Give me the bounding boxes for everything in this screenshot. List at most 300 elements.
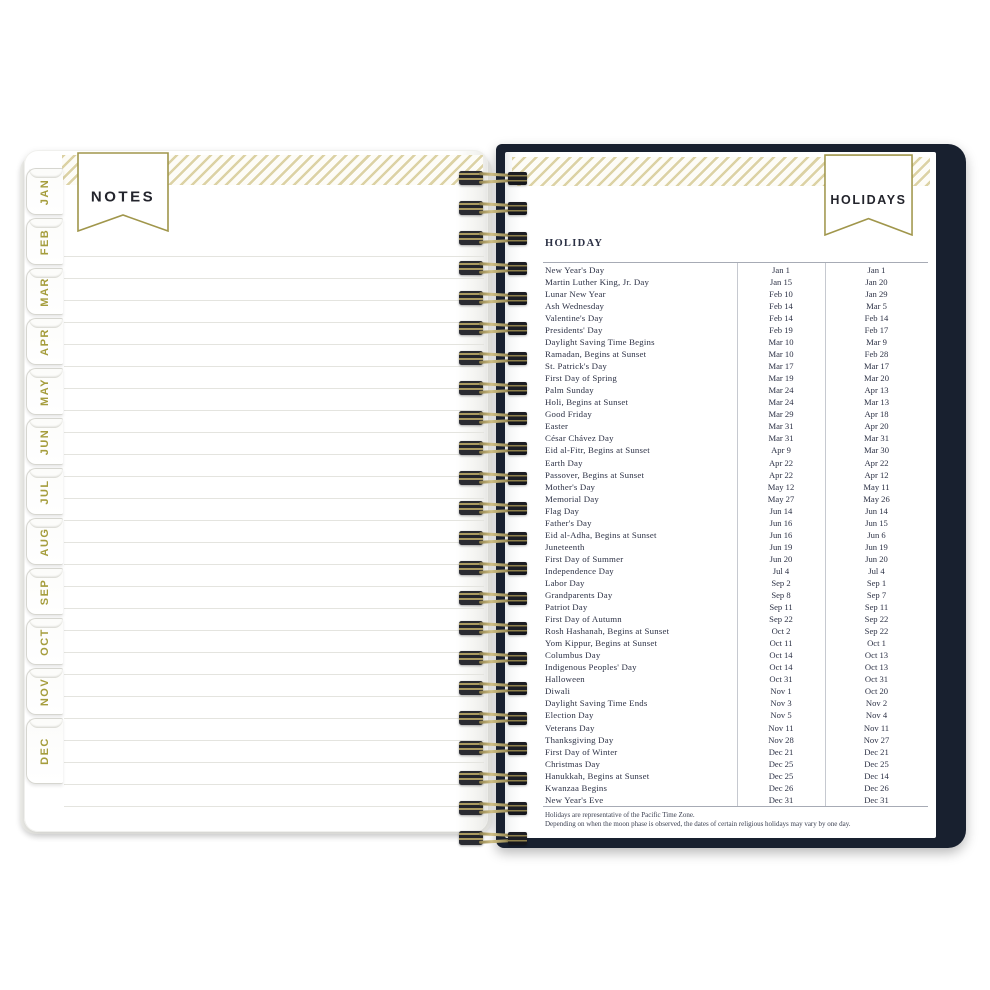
holiday-date-col1: Mar 31 bbox=[768, 421, 794, 432]
wire-strand bbox=[479, 653, 510, 657]
month-tab-feb bbox=[26, 218, 63, 265]
wire-strand bbox=[479, 359, 510, 363]
month-tab-apr bbox=[26, 318, 63, 365]
holiday-date-col2: May 26 bbox=[863, 493, 890, 504]
holiday-row bbox=[545, 686, 928, 698]
holiday-row bbox=[545, 698, 928, 710]
month-tab-label: FEB bbox=[39, 228, 51, 255]
holiday-date-col2: Sep 7 bbox=[866, 590, 887, 601]
wire-clip-right bbox=[508, 562, 527, 575]
holiday-name: Easter bbox=[545, 421, 569, 432]
wire-strand bbox=[479, 233, 510, 237]
holiday-name: César Chávez Day bbox=[545, 433, 614, 444]
wire-clip-right bbox=[508, 382, 527, 395]
month-tab-label: OCT bbox=[39, 627, 51, 656]
holiday-date-col2: Jun 19 bbox=[865, 541, 888, 552]
holiday-date-col2: Sep 1 bbox=[866, 577, 887, 588]
wire-loop bbox=[459, 321, 527, 336]
holiday-date-col2: Mar 20 bbox=[863, 373, 890, 384]
holiday-date-col2: Jan 1 bbox=[867, 264, 886, 275]
holiday-date-col1: Mar 29 bbox=[768, 409, 794, 420]
holiday-date-col1: Oct 2 bbox=[771, 626, 791, 637]
wire-clip-right bbox=[508, 352, 527, 365]
holiday-row bbox=[545, 529, 928, 541]
holiday-name: Eid al-Fitr, Begins at Sunset bbox=[545, 445, 650, 456]
wire-loop bbox=[459, 411, 527, 426]
holidays-page bbox=[505, 152, 936, 838]
holiday-date-col1: Jun 16 bbox=[769, 529, 793, 540]
wire-strand bbox=[479, 239, 510, 243]
holiday-date-col2: Mar 9 bbox=[866, 337, 887, 348]
wire-clip-right bbox=[508, 532, 527, 545]
holiday-date-col2: Mar 31 bbox=[863, 433, 890, 444]
wire-clip-right bbox=[508, 832, 527, 845]
holiday-date-col1: Nov 1 bbox=[770, 686, 792, 697]
wire-clip-right bbox=[508, 772, 527, 785]
wire-clip-right bbox=[508, 502, 527, 515]
holiday-name: Indigenous Peoples' Day bbox=[545, 662, 637, 673]
table-top-rule bbox=[543, 262, 928, 263]
holiday-name: Passover, Begins at Sunset bbox=[545, 469, 645, 480]
holiday-date-col1: Mar 19 bbox=[768, 373, 794, 384]
holiday-row bbox=[545, 674, 928, 686]
holiday-date-col1: Mar 24 bbox=[768, 397, 794, 408]
month-tab-label: JAN bbox=[39, 178, 51, 205]
holiday-date-col1: Nov 11 bbox=[768, 722, 794, 733]
holiday-name: Thanksgiving Day bbox=[545, 734, 614, 745]
holiday-row bbox=[545, 601, 928, 613]
wire-strand bbox=[479, 623, 510, 627]
holiday-date-col2: Apr 22 bbox=[864, 457, 889, 468]
holiday-row bbox=[545, 469, 928, 481]
holiday-date-col2: Dec 14 bbox=[864, 770, 889, 781]
holiday-row bbox=[545, 433, 928, 445]
wire-strand bbox=[479, 419, 510, 423]
wire-clip-right bbox=[508, 262, 527, 275]
month-tab-jun bbox=[26, 418, 63, 465]
holiday-row bbox=[545, 384, 928, 396]
holiday-date-col1: Jun 19 bbox=[769, 541, 793, 552]
holiday-date-col1: Mar 31 bbox=[768, 433, 794, 444]
holiday-date-col1: Apr 22 bbox=[768, 469, 794, 480]
wire-strand bbox=[479, 833, 510, 837]
holiday-name: St. Patrick's Day bbox=[545, 361, 607, 372]
holiday-name: Patriot Day bbox=[545, 602, 588, 613]
holiday-date-col1: Jan 1 bbox=[772, 264, 790, 275]
wire-loop bbox=[459, 201, 527, 216]
wire-strand bbox=[479, 749, 510, 753]
month-tab-label: AUG bbox=[39, 527, 51, 556]
wire-loop bbox=[459, 801, 527, 816]
holiday-name: Juneteenth bbox=[545, 541, 585, 552]
wire-strand bbox=[479, 329, 510, 333]
holiday-row bbox=[545, 662, 928, 674]
holiday-name: Veterans Day bbox=[545, 722, 595, 733]
wire-clip-right bbox=[508, 322, 527, 335]
wire-clip-right bbox=[508, 682, 527, 695]
holiday-date-col2: Oct 31 bbox=[864, 674, 889, 685]
holiday-row bbox=[545, 421, 928, 433]
holiday-name: Halloween bbox=[545, 674, 585, 685]
holiday-date-col1: Jun 14 bbox=[769, 505, 793, 516]
holiday-date-col2: Oct 20 bbox=[864, 686, 889, 697]
holiday-date-col2: Sep 22 bbox=[864, 626, 889, 637]
wire-loop bbox=[459, 621, 527, 636]
holiday-row bbox=[545, 722, 928, 734]
wire-strand bbox=[479, 659, 510, 663]
holiday-name: Election Day bbox=[545, 710, 594, 721]
holiday-date-col1: Mar 10 bbox=[768, 337, 794, 348]
holiday-row bbox=[545, 264, 928, 276]
wire-strand bbox=[479, 773, 510, 777]
month-tab-oct bbox=[26, 618, 63, 665]
wire-strand bbox=[479, 299, 510, 303]
holiday-name: Palm Sunday bbox=[545, 385, 594, 396]
wire-clip-right bbox=[508, 742, 527, 755]
wire-loop bbox=[459, 171, 527, 186]
holiday-date-col2: Dec 25 bbox=[864, 758, 889, 769]
holiday-date-col2: Jun 6 bbox=[867, 529, 886, 540]
holiday-row bbox=[545, 553, 928, 565]
holiday-date-col1: Feb 10 bbox=[769, 288, 793, 299]
wire-strand bbox=[479, 779, 510, 783]
holiday-row bbox=[545, 517, 928, 529]
holiday-date-col1: Jan 15 bbox=[769, 276, 793, 287]
holiday-column-header: HOLIDAY bbox=[545, 238, 604, 249]
holiday-date-col2: Jun 14 bbox=[865, 505, 888, 516]
wire-strand bbox=[479, 293, 510, 297]
holiday-row bbox=[545, 457, 928, 469]
holiday-name: Lunar New Year bbox=[545, 288, 606, 299]
holiday-row bbox=[545, 372, 928, 384]
holiday-name: Ramadan, Begins at Sunset bbox=[545, 349, 647, 360]
holiday-date-col2: Nov 4 bbox=[865, 710, 888, 721]
wire-strand bbox=[479, 809, 510, 813]
holiday-name: New Year's Day bbox=[545, 264, 605, 275]
holiday-name: Kwanzaa Begins bbox=[545, 782, 608, 793]
month-tab-mar bbox=[26, 268, 63, 315]
wire-strand bbox=[479, 503, 510, 507]
holiday-name: Memorial Day bbox=[545, 493, 599, 504]
holiday-row bbox=[545, 360, 928, 372]
holiday-date-col1: Mar 10 bbox=[768, 349, 794, 360]
wire-clip-right bbox=[508, 172, 527, 185]
wire-clip-right bbox=[508, 472, 527, 485]
holiday-row bbox=[545, 505, 928, 517]
month-tab-label: NOV bbox=[39, 677, 51, 706]
wire-loop bbox=[459, 261, 527, 276]
wire-clip-right bbox=[508, 652, 527, 665]
wire-strand bbox=[479, 539, 510, 543]
holiday-name: First Day of Autumn bbox=[545, 614, 622, 625]
holiday-date-col1: May 27 bbox=[767, 493, 795, 504]
wire-strand bbox=[479, 473, 510, 477]
holiday-row bbox=[545, 324, 928, 336]
holiday-name: Christmas Day bbox=[545, 758, 601, 769]
holiday-date-col1: Mar 24 bbox=[768, 385, 794, 396]
wire-strand bbox=[479, 323, 510, 327]
holiday-date-col1: Nov 3 bbox=[770, 698, 792, 709]
wire-strand bbox=[479, 533, 510, 537]
holiday-name: Martin Luther King, Jr. Day bbox=[545, 276, 650, 287]
holiday-name: Daylight Saving Time Ends bbox=[545, 698, 648, 709]
holiday-date-col1: Dec 21 bbox=[768, 746, 794, 757]
holiday-row bbox=[545, 300, 928, 312]
holiday-date-col2: Apr 20 bbox=[864, 421, 889, 432]
holiday-row bbox=[545, 493, 928, 505]
wire-strand bbox=[479, 179, 510, 183]
wire-strand bbox=[479, 839, 510, 843]
wire-strand bbox=[479, 593, 510, 597]
month-tab-label: APR bbox=[39, 327, 51, 356]
wire-loop bbox=[459, 501, 527, 516]
footnote-timezone: Holidays are representative of the Pacific Time Zone. bbox=[545, 811, 695, 819]
wire-loop bbox=[459, 561, 527, 576]
holiday-row bbox=[545, 312, 928, 324]
holiday-row bbox=[545, 481, 928, 493]
holiday-name: Valentine's Day bbox=[545, 312, 604, 323]
month-tab-dec bbox=[26, 718, 63, 784]
holiday-row bbox=[545, 770, 928, 782]
wire-strand bbox=[479, 719, 510, 723]
holiday-name: Yom Kippur, Begins at Sunset bbox=[545, 638, 658, 649]
holiday-date-col1: Sep 2 bbox=[771, 577, 791, 588]
month-tab-label: MAR bbox=[39, 276, 51, 307]
wire-strand bbox=[479, 629, 510, 633]
notes-page bbox=[24, 150, 488, 832]
wire-loop bbox=[459, 291, 527, 306]
wire-loop bbox=[459, 681, 527, 696]
holiday-date-col2: Mar 5 bbox=[866, 300, 887, 311]
wire-loop bbox=[459, 651, 527, 666]
holiday-name: First Day of Winter bbox=[545, 746, 618, 757]
holiday-date-col2: Mar 17 bbox=[863, 361, 890, 372]
wire-clip-right bbox=[508, 412, 527, 425]
holiday-date-col2: Nov 27 bbox=[863, 734, 890, 745]
holiday-date-col2: Feb 17 bbox=[864, 324, 889, 335]
holiday-date-col1: Apr 9 bbox=[771, 445, 791, 456]
wire-loop bbox=[459, 591, 527, 606]
holiday-date-col2: Sep 11 bbox=[864, 602, 889, 613]
month-tab-jul bbox=[26, 468, 63, 515]
wire-loop bbox=[459, 531, 527, 546]
holiday-name: Good Friday bbox=[545, 409, 592, 420]
holiday-name: Earth Day bbox=[545, 457, 583, 468]
holiday-date-col2: Feb 28 bbox=[864, 349, 889, 360]
notes-banner-label: NOTES bbox=[90, 188, 156, 206]
month-tab-label: MAY bbox=[39, 377, 51, 406]
holiday-date-col1: Mar 17 bbox=[768, 361, 794, 372]
wire-strand bbox=[479, 743, 510, 747]
wire-strand bbox=[479, 803, 510, 807]
holiday-name: Father's Day bbox=[545, 517, 592, 528]
holiday-name: Rosh Hashanah, Begins at Sunset bbox=[545, 626, 670, 637]
table-bottom-rule bbox=[543, 806, 928, 807]
holiday-name: New Year's Eve bbox=[545, 794, 604, 805]
holiday-row bbox=[545, 637, 928, 649]
holiday-date-col1: Nov 5 bbox=[770, 710, 792, 721]
holiday-date-col2: Oct 1 bbox=[867, 638, 886, 649]
holiday-date-col1: Dec 31 bbox=[768, 794, 794, 805]
footnote-moon-phase: Depending on when the moon phase is observed, the dates of certain religious holidays may vary by one day. bbox=[545, 820, 851, 828]
wire-clip-right bbox=[508, 442, 527, 455]
holiday-row bbox=[545, 589, 928, 601]
holiday-row bbox=[545, 625, 928, 637]
month-tab-jan bbox=[26, 168, 63, 215]
wire-strand bbox=[479, 443, 510, 447]
holiday-date-col2: Nov 2 bbox=[865, 698, 888, 709]
month-tab-label: JUL bbox=[39, 478, 51, 505]
holiday-date-col1: Oct 11 bbox=[769, 638, 793, 649]
wire-strand bbox=[479, 209, 510, 213]
wire-clip-right bbox=[508, 802, 527, 815]
wire-strand bbox=[479, 563, 510, 567]
holiday-date-col2: Dec 31 bbox=[864, 794, 889, 805]
holiday-name: Mother's Day bbox=[545, 481, 596, 492]
wire-strand bbox=[479, 263, 510, 267]
holiday-row bbox=[545, 746, 928, 758]
holiday-date-col2: Oct 13 bbox=[864, 650, 889, 661]
holiday-date-col2: Apr 13 bbox=[864, 385, 889, 396]
holiday-date-col2: Feb 14 bbox=[864, 312, 889, 323]
holiday-row bbox=[545, 758, 928, 770]
holiday-date-col1: Dec 25 bbox=[768, 770, 794, 781]
holiday-row bbox=[545, 276, 928, 288]
holiday-name: Daylight Saving Time Begins bbox=[545, 337, 655, 348]
holidays-banner bbox=[824, 154, 913, 236]
holiday-date-col2: Jun 15 bbox=[865, 517, 888, 528]
wire-strand bbox=[479, 689, 510, 693]
wire-clip-right bbox=[508, 592, 527, 605]
holiday-table bbox=[545, 264, 928, 806]
holiday-date-col2: Apr 18 bbox=[864, 409, 889, 420]
wire-strand bbox=[479, 569, 510, 573]
ruled-lines bbox=[64, 256, 484, 823]
wire-strand bbox=[479, 449, 510, 453]
wire-strand bbox=[479, 269, 510, 273]
holidays-banner-label: HOLIDAYS bbox=[830, 192, 907, 207]
holiday-date-col2: Jun 20 bbox=[865, 553, 888, 564]
wire-strand bbox=[479, 413, 510, 417]
holiday-name: Labor Day bbox=[545, 577, 585, 588]
wire-strand bbox=[479, 389, 510, 393]
holiday-date-col1: May 12 bbox=[767, 481, 795, 492]
holiday-name: Grandparents Day bbox=[545, 590, 613, 601]
notes-banner bbox=[77, 152, 169, 232]
holiday-row bbox=[545, 782, 928, 794]
holiday-date-col2: Apr 12 bbox=[864, 469, 889, 480]
wire-loop bbox=[459, 831, 527, 846]
holiday-date-col1: Dec 25 bbox=[768, 758, 794, 769]
wire-clip-right bbox=[508, 292, 527, 305]
wire-loop bbox=[459, 231, 527, 246]
month-tab-sep bbox=[26, 568, 63, 615]
wire-loop bbox=[459, 741, 527, 756]
wire-strand bbox=[479, 509, 510, 513]
wire-strand bbox=[479, 203, 510, 207]
holiday-row bbox=[545, 541, 928, 553]
holiday-date-col2: May 11 bbox=[863, 481, 890, 492]
wire-loop bbox=[459, 381, 527, 396]
wire-clip-right bbox=[508, 232, 527, 245]
holiday-date-col1: Jul 4 bbox=[772, 565, 790, 576]
holiday-row bbox=[545, 650, 928, 662]
holiday-date-col2: Jan 29 bbox=[865, 288, 888, 299]
holiday-row bbox=[545, 348, 928, 360]
holiday-row bbox=[545, 710, 928, 722]
holiday-row bbox=[545, 565, 928, 577]
holiday-date-col2: Oct 13 bbox=[864, 662, 889, 673]
wire-strand bbox=[479, 479, 510, 483]
wire-strand bbox=[479, 713, 510, 717]
wire-loop bbox=[459, 771, 527, 786]
holiday-name: Diwali bbox=[545, 686, 571, 697]
holiday-date-col1: Jun 20 bbox=[769, 553, 793, 564]
holiday-date-col1: Sep 11 bbox=[769, 602, 793, 613]
month-tab-label: JUN bbox=[39, 428, 51, 455]
holiday-name: Ash Wednesday bbox=[545, 300, 605, 311]
holiday-row bbox=[545, 409, 928, 421]
holiday-date-col2: Dec 26 bbox=[864, 782, 889, 793]
wire-binding bbox=[459, 0, 529, 990]
holiday-date-col2: Jul 4 bbox=[868, 565, 885, 576]
holiday-date-col1: Sep 8 bbox=[771, 590, 791, 601]
holiday-row bbox=[545, 336, 928, 348]
holiday-date-col1: Oct 14 bbox=[769, 650, 793, 661]
month-tab-label: SEP bbox=[39, 578, 51, 605]
holiday-name: First Day of Summer bbox=[545, 553, 624, 564]
wire-clip-right bbox=[508, 622, 527, 635]
month-tab-nov bbox=[26, 668, 63, 715]
holiday-name: Flag Day bbox=[545, 505, 580, 516]
month-tab-label: DEC bbox=[39, 737, 51, 765]
holiday-name: Hanukkah, Begins at Sunset bbox=[545, 770, 650, 781]
holiday-name: Independence Day bbox=[545, 565, 614, 576]
holiday-name: Presidents' Day bbox=[545, 324, 603, 335]
wire-loop bbox=[459, 711, 527, 726]
holiday-date-col1: Dec 26 bbox=[768, 782, 794, 793]
holiday-row bbox=[545, 577, 928, 589]
holiday-date-col1: Apr 22 bbox=[768, 457, 794, 468]
holiday-date-col1: Jun 16 bbox=[769, 517, 793, 528]
holiday-row bbox=[545, 288, 928, 300]
holiday-row bbox=[545, 613, 928, 625]
wire-loop bbox=[459, 351, 527, 366]
holiday-date-col1: Sep 22 bbox=[769, 614, 793, 625]
wire-clip-right bbox=[508, 202, 527, 215]
holiday-date-col2: Sep 22 bbox=[864, 614, 889, 625]
holiday-name: Holi, Begins at Sunset bbox=[545, 397, 629, 408]
holiday-date-col1: Feb 19 bbox=[769, 324, 793, 335]
holiday-date-col1: Feb 14 bbox=[769, 312, 793, 323]
holiday-date-col2: Mar 30 bbox=[863, 445, 890, 456]
wire-strand bbox=[479, 383, 510, 387]
month-tab-may bbox=[26, 368, 63, 415]
wire-strand bbox=[479, 173, 510, 177]
holiday-date-col1: Feb 14 bbox=[769, 300, 793, 311]
wire-loop bbox=[459, 471, 527, 486]
wire-loop bbox=[459, 441, 527, 456]
month-tab-aug bbox=[26, 518, 63, 565]
holiday-date-col1: Oct 31 bbox=[769, 674, 793, 685]
holiday-date-col1: Oct 14 bbox=[769, 662, 793, 673]
holiday-row bbox=[545, 445, 928, 457]
holiday-name: First Day of Spring bbox=[545, 373, 617, 384]
holiday-date-col2: Jan 20 bbox=[865, 276, 888, 287]
holiday-date-col2: Dec 21 bbox=[864, 746, 889, 757]
holiday-row bbox=[545, 794, 928, 806]
holiday-date-col2: Nov 11 bbox=[863, 722, 890, 733]
